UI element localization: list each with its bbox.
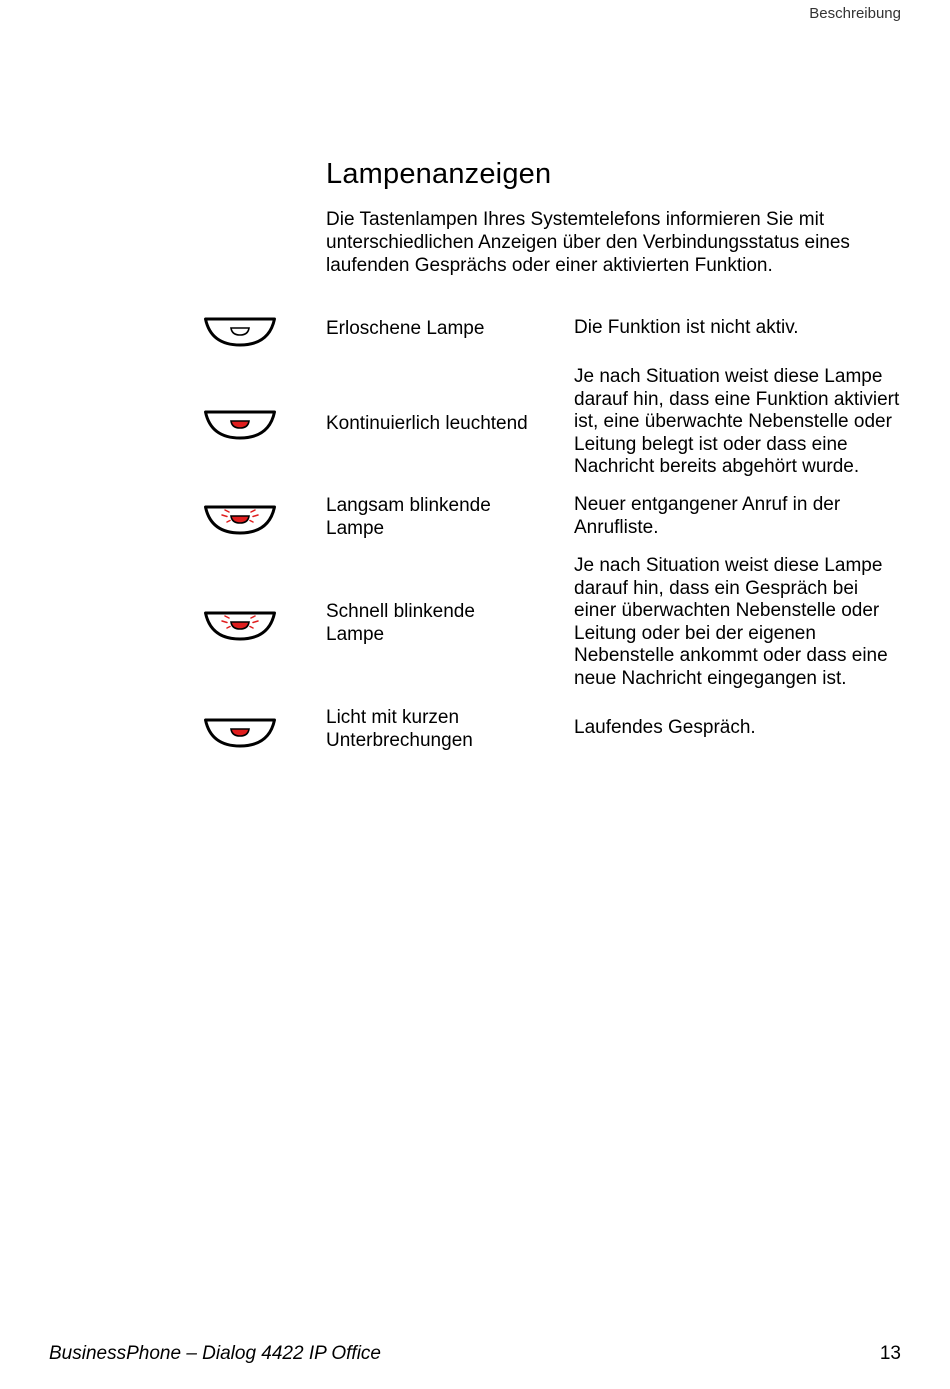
page-number: 13 [879, 1343, 901, 1364]
lamp-description: Je nach Situation weist diese Lampe darauf hin, dass ein Gespräch bei einer überwachten Nebenstelle oder Leitung oder bei der eigenen Nebenstelle ankommt oder dass eine neue Nachricht eingegangen ist. [574, 555, 888, 689]
lamp-description: Je nach Situation weist diese Lampe darauf hin, dass eine Funktion aktiviert ist, eine überwachte Nebenstelle oder Leitung belegt ist oder dass eine Nachricht bereits abgehört wurde. [574, 366, 900, 477]
lamp-description: Laufendes Gespräch. [574, 717, 756, 738]
intro-paragraph [326, 208, 886, 277]
footer-document-title: BusinessPhone – Dialog 4422 IP Office [49, 1343, 381, 1364]
intro-line: unterschiedlichen Anzeigen über den Verbindungsstatus eines [326, 232, 850, 253]
lamp-steady-icon [203, 409, 277, 441]
lamp-name: Schnell blinkende Lampe [326, 601, 475, 645]
lamp-description: Die Funktion ist nicht aktiv. [574, 317, 799, 338]
lamp-fast-blink-icon [203, 610, 277, 642]
lamp-interrupted-icon [203, 717, 277, 749]
section-header: Beschreibung [809, 5, 901, 22]
lamp-name: Kontinuierlich leuchtend [326, 413, 528, 434]
lamp-slow-blink-icon [203, 504, 277, 536]
lamp-name: Langsam blinkende Lampe [326, 495, 491, 539]
lamp-name: Licht mit kurzen Unterbrechungen [326, 707, 473, 751]
lamp-name: Erloschene Lampe [326, 318, 485, 339]
page-title: Lampenanzeigen [326, 158, 552, 190]
lamp-description: Neuer entgangener Anruf in der Anrufliste. [574, 494, 841, 538]
intro-line: laufenden Gesprächs oder einer aktivierten Funktion. [326, 255, 773, 276]
lamp-off-icon [203, 316, 277, 348]
intro-line: Die Tastenlampen Ihres Systemtelefons informieren Sie mit [326, 209, 825, 230]
